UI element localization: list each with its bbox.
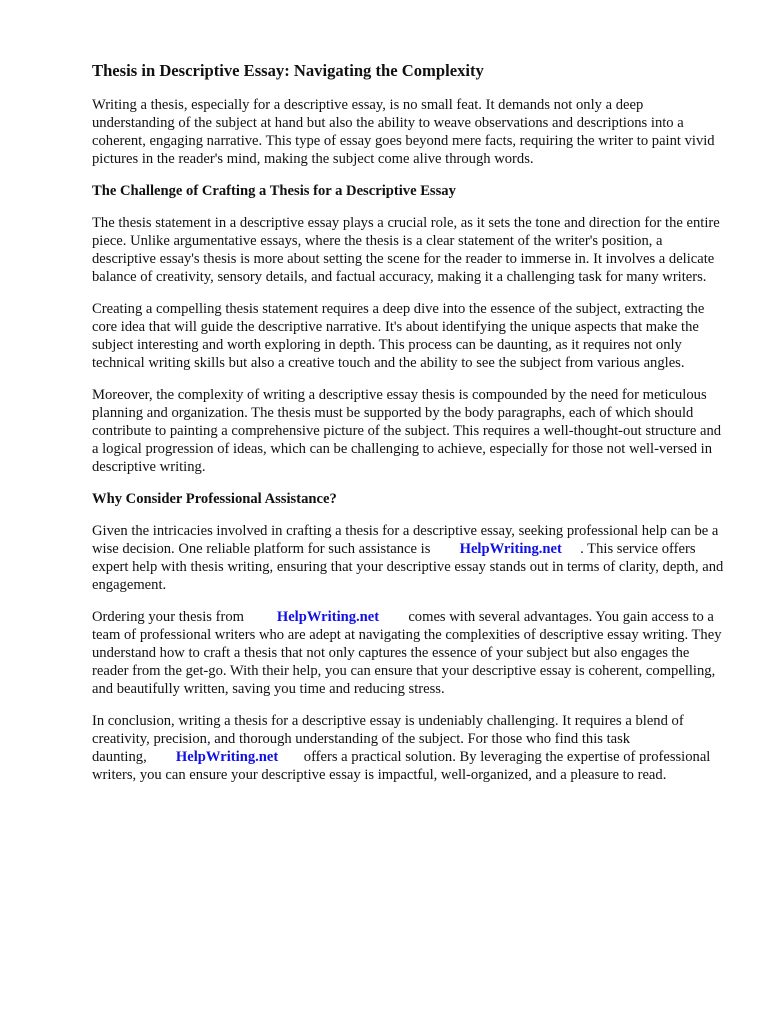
intro-paragraph: Writing a thesis, especially for a descriptive essay, is no small feat. It demands not only a deep understanding of the subject at hand but also the ability to weave observations and descriptions into a coherent, engaging narrative. This type of essay goes beyond mere facts, requiring the writer to paint vivid pictures in the reader's mind, making the subject come alive through words. — [92, 97, 715, 167]
document-page — [92, 60, 724, 798]
paragraph-text: Ordering your thesis from — [92, 609, 244, 625]
paragraph-text: In conclusion, writing a thesis for a descriptive essay is undeniably challenging. It requires a blend of creativity, precision, and thorough understanding of the subject. For those who find this task daunting, — [92, 713, 684, 765]
paragraph-text: offers a practical solution. By leveraging the expertise of professional writers, you can ensure your descriptive essay is impactful, well-organized, and a pleasure to read. — [92, 749, 711, 783]
challenge-paragraph-1: The thesis statement in a descriptive essay plays a crucial role, as it sets the tone and direction for the entire piece. Unlike argumentative essays, where the thesis is a clear statement of the writer's position, a descriptive essay's thesis is more about setting the scene for the reader to immerse in. It involves a delicate balance of creativity, sensory details, and factual accuracy, making it a challenging task for many writers. — [92, 215, 720, 285]
paragraph-text: comes with several advantages. You gain access to a team of professional writers who are adept at navigating the complexities of descriptive essay writing. They understand how to craft a thesis that not only captures the essence of your subject but also engages the reader from the get-go. With their help, you can ensure that your descriptive essay is coherent, compelling, and beautifully written, saving you time and reducing stress. — [92, 609, 722, 697]
paragraph-text: . This service offers expert help with thesis writing, ensuring that your descriptive essay stands out in terms of clarity, depth, and engagement. — [92, 541, 724, 593]
section-heading-assistance: Why Consider Professional Assistance? — [92, 491, 337, 507]
helpwriting-link[interactable]: HelpWriting.net — [459, 541, 562, 557]
section-heading-challenge: The Challenge of Crafting a Thesis for a Descriptive Essay — [92, 183, 456, 199]
challenge-paragraph-3: Moreover, the complexity of writing a descriptive essay thesis is compounded by the need for meticulous planning and organization. The thesis must be supported by the body paragraphs, each of which should contribute to painting a comprehensive picture of the subject. This requires a well-thought-out structure and a logical progression of ideas, which can be challenging to achieve, especially for those not well-versed in descriptive writing. — [92, 387, 722, 475]
document-title: Thesis in Descriptive Essay: Navigating the Complexity — [92, 61, 484, 80]
helpwriting-link[interactable]: HelpWriting.net — [175, 749, 279, 765]
assistance-paragraph-1 — [92, 522, 724, 594]
challenge-paragraph-2: Creating a compelling thesis statement requires a deep dive into the essence of the subject, extracting the core idea that will guide the descriptive narrative. It's about identifying the unique aspects that make the subject interesting and worth exploring in depth. This process can be daunting, as it requires not only technical writing skills but also a creative touch and the ability to see the subject from various angles. — [92, 301, 705, 371]
paragraph-text: Given the intricacies involved in crafting a thesis for a descriptive essay, seeking professional help can be a wise decision. One reliable platform for such assistance is — [92, 523, 719, 557]
helpwriting-link[interactable]: HelpWriting.net — [276, 609, 380, 625]
conclusion-paragraph — [92, 712, 724, 784]
assistance-paragraph-2 — [92, 608, 724, 698]
